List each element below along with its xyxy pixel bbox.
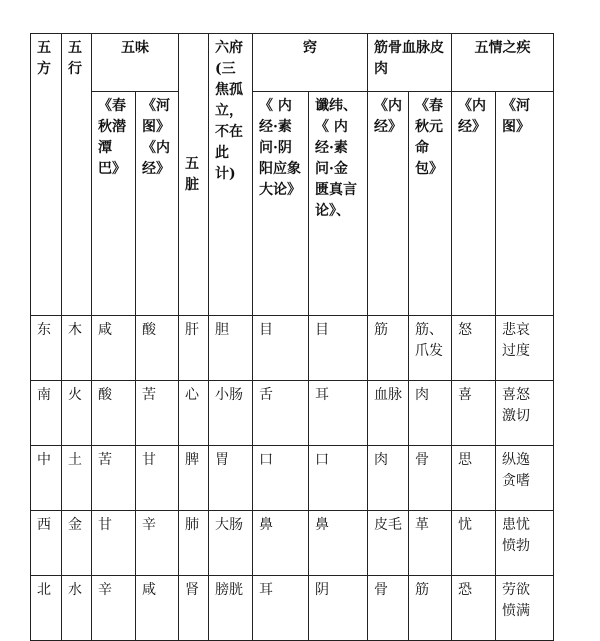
table-cell: 肺 — [179, 511, 209, 576]
five-elements-table — [30, 33, 554, 641]
table-cell: 革 — [409, 511, 452, 576]
table-cell: 皮毛 — [368, 511, 409, 576]
header-wuzang: 五 脏 — [179, 34, 209, 316]
table-cell: 胃 — [209, 446, 253, 511]
table-cell: 怒 — [452, 316, 496, 381]
header-qiao: 窍 — [253, 34, 368, 92]
header-wuxing: 五 行 — [62, 34, 92, 316]
table-cell: 骨 — [409, 446, 452, 511]
table-cell: 咸 — [136, 576, 179, 641]
header-liufu: 六府 (三 焦孤 立， 不在 此 计) — [209, 34, 253, 316]
table-cell: 金 — [62, 511, 92, 576]
table-cell: 东 — [31, 316, 62, 381]
header-row-2 — [31, 92, 554, 316]
header-jingu: 筋骨血脉皮 肉 — [368, 34, 452, 92]
table-cell: 筋、 爪发 — [409, 316, 452, 381]
table-cell: 骨 — [368, 576, 409, 641]
header-qiao-chenwei: 谶纬、 《 内 经·素 问·金 匮真言 论》、 — [309, 92, 368, 316]
table-cell: 口 — [309, 446, 368, 511]
table-cell: 膀胱 — [209, 576, 253, 641]
table-cell: 肾 — [179, 576, 209, 641]
table-row — [31, 446, 554, 511]
table-cell: 血脉 — [368, 381, 409, 446]
table-cell: 筋 — [368, 316, 409, 381]
table-row — [31, 381, 554, 446]
table-cell: 甘 — [136, 446, 179, 511]
table-row — [31, 511, 554, 576]
table-row — [31, 576, 554, 641]
table-cell: 纵逸 贪嗜 — [496, 446, 554, 511]
table-cell: 辛 — [136, 511, 179, 576]
header-row-1 — [31, 34, 554, 92]
table-cell: 舌 — [253, 381, 309, 446]
table-cell: 喜 — [452, 381, 496, 446]
table-cell: 小肠 — [209, 381, 253, 446]
table-cell: 火 — [62, 381, 92, 446]
table-cell: 目 — [309, 316, 368, 381]
table-cell: 木 — [62, 316, 92, 381]
table-cell: 恐 — [452, 576, 496, 641]
header-jin-chunqiu: 《春 秋元 命 包》 — [409, 92, 452, 316]
table-cell: 耳 — [253, 576, 309, 641]
table-cell: 西 — [31, 511, 62, 576]
header-wuqing: 五情之疾 — [452, 34, 554, 92]
table-cell: 心 — [179, 381, 209, 446]
table-cell: 忧 — [452, 511, 496, 576]
table-cell: 鼻 — [309, 511, 368, 576]
table-cell: 肉 — [368, 446, 409, 511]
table-cell: 辛 — [92, 576, 136, 641]
table-cell: 肉 — [409, 381, 452, 446]
table-cell: 酸 — [92, 381, 136, 446]
table-cell: 咸 — [92, 316, 136, 381]
table-row — [31, 316, 554, 381]
table-cell: 胆 — [209, 316, 253, 381]
table-cell: 劳欲 愤满 — [496, 576, 554, 641]
table-cell: 大肠 — [209, 511, 253, 576]
table-cell: 中 — [31, 446, 62, 511]
table-body — [31, 316, 554, 641]
table-cell: 患忧 愤勃 — [496, 511, 554, 576]
header-qing-hetu: 《河 图》 — [496, 92, 554, 316]
header-hetu-neijing: 《河 图》 《内 经》 — [136, 92, 179, 316]
table-cell: 土 — [62, 446, 92, 511]
table-cell: 目 — [253, 316, 309, 381]
header-wufang: 五 方 — [31, 34, 62, 316]
table-cell: 口 — [253, 446, 309, 511]
table-cell: 悲哀 过度 — [496, 316, 554, 381]
table-cell: 脾 — [179, 446, 209, 511]
header-qiao-neijing: 《 内 经·素 问·阴 阳应象 大论》 — [253, 92, 309, 316]
table-cell: 水 — [62, 576, 92, 641]
table-cell: 北 — [31, 576, 62, 641]
table-cell: 南 — [31, 381, 62, 446]
table-cell: 鼻 — [253, 511, 309, 576]
table-cell: 酸 — [136, 316, 179, 381]
table-cell: 肝 — [179, 316, 209, 381]
table-cell: 苦 — [136, 381, 179, 446]
header-chunqiu-qiantanba: 《春 秋潜 潭 巴》 — [92, 92, 136, 316]
table-cell: 苦 — [92, 446, 136, 511]
table-cell: 阴 — [309, 576, 368, 641]
header-jin-neijing: 《内 经》 — [368, 92, 409, 316]
table-cell: 喜怒 激切 — [496, 381, 554, 446]
header-qing-neijing: 《内 经》 — [452, 92, 496, 316]
header-wuwei: 五味 — [92, 34, 179, 92]
table-cell: 思 — [452, 446, 496, 511]
table-cell: 甘 — [92, 511, 136, 576]
table-cell: 耳 — [309, 381, 368, 446]
table-cell: 筋 — [409, 576, 452, 641]
